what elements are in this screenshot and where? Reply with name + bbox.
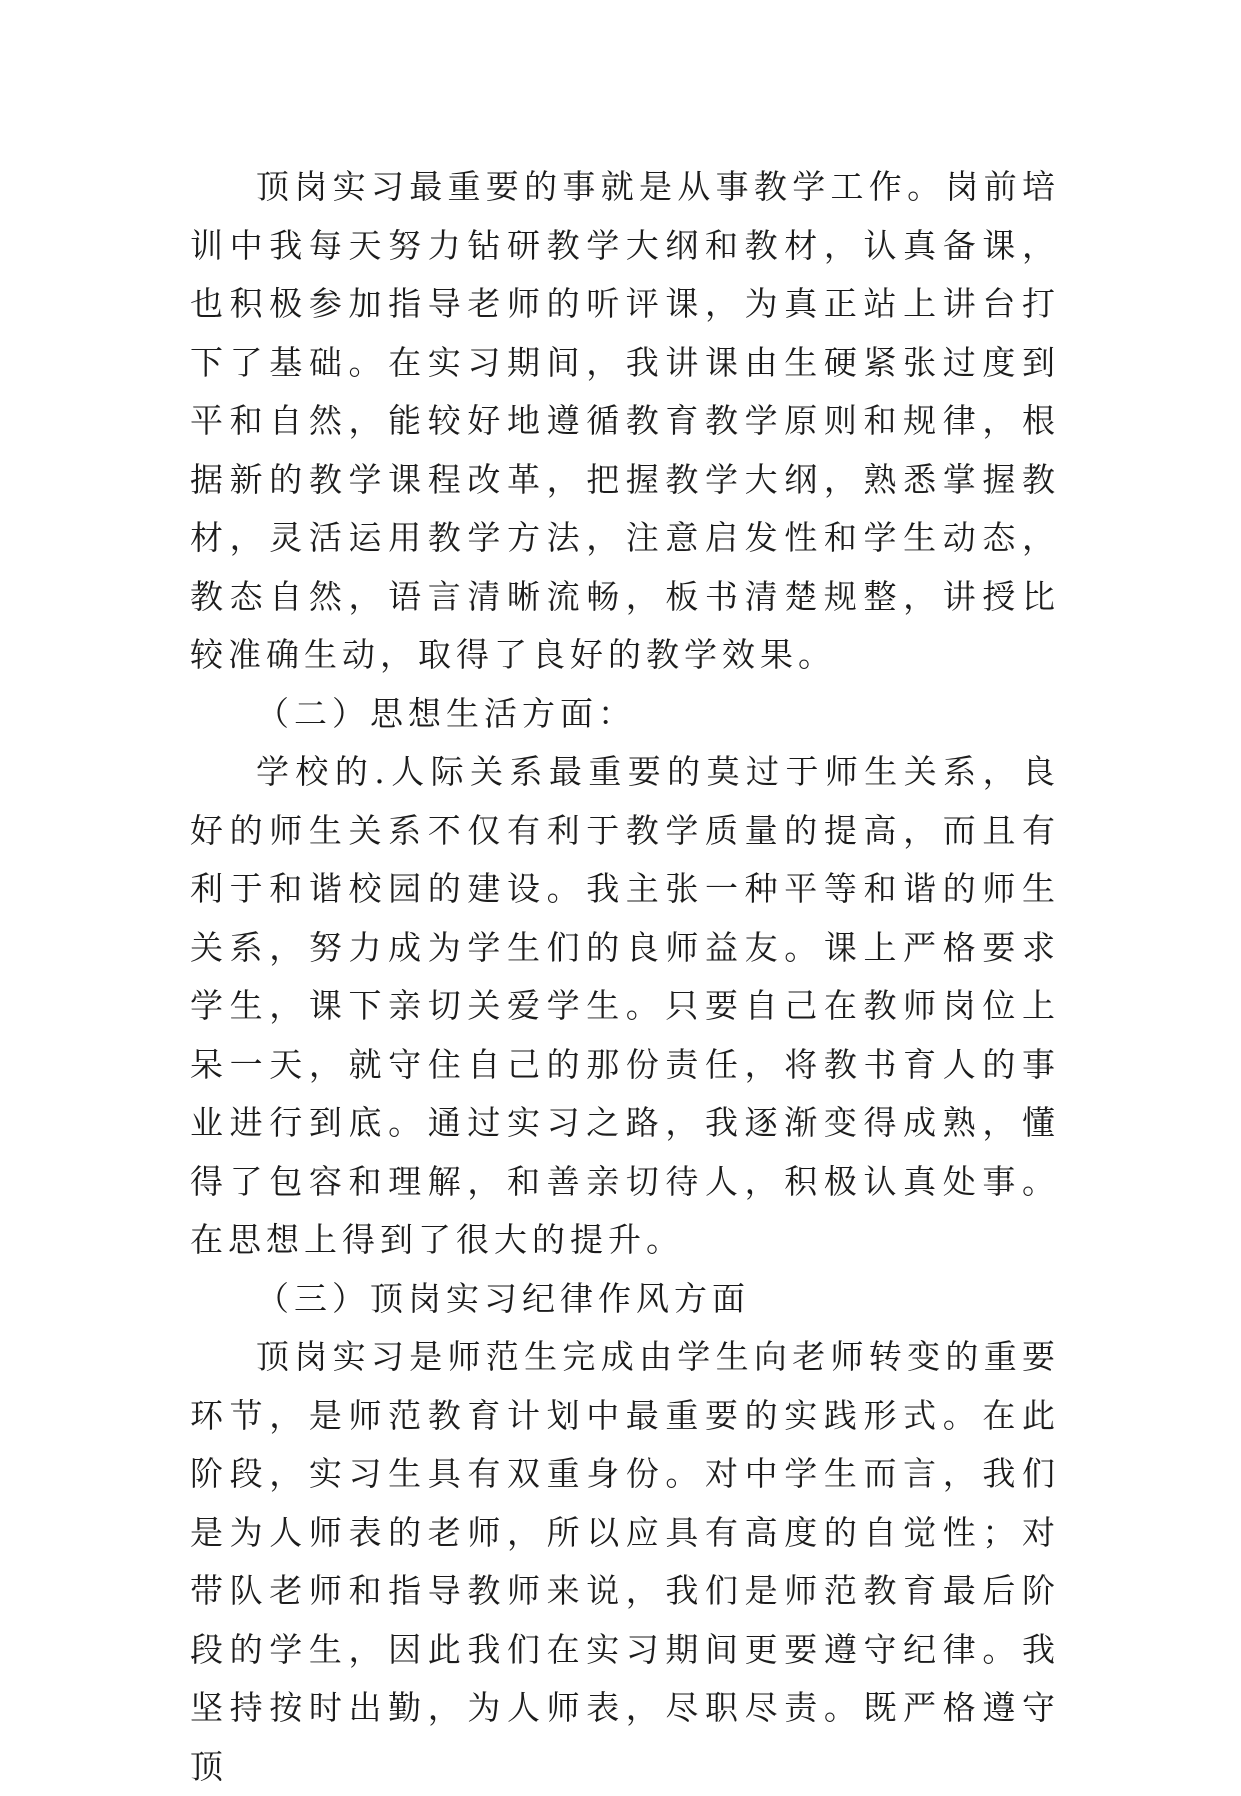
document-body — [190, 158, 1060, 1796]
heading-discipline-style: （三）顶岗实习纪律作风方面 — [256, 1278, 750, 1318]
heading-ideology-life: （二）思想生活方面： — [256, 693, 636, 733]
paragraph-teaching-work: 顶岗实习最重要的事就是从事教学工作。岗前培训中我每天努力钻研教学大纲和教材，认真备课，也积极参加指导老师的听评课，为真正站上讲台打下了基础。在实习期间，我讲课由生硬紧张过度到平和自然，能较好地遵循教育教学原则和规律，根据新的教学课程改革，把握教学大纲，熟悉掌握教材，灵活运用教学方法，注意启发性和学生动态，教态自然，语言清晰流畅，板书清楚规整，讲授比较准确生动，取得了良好的教学效果。 — [190, 167, 1060, 674]
paragraph-teacher-student-relations: 学校的.人际关系最重要的莫过于师生关系，良好的师生关系不仅有利于教学质量的提高，而且有利于和谐校园的建设。我主张一种平等和谐的师生关系，努力成为学生们的良师益友。课上严格要求学生，课下亲切关爱学生。只要自己在教师岗位上呆一天，就守住自己的那份责任，将教书育人的事业进行到底。通过实习之路，我逐渐变得成熟，懂得了包容和理解，和善亲切待人，积极认真处事。在思想上得到了很大的提升。 — [190, 752, 1060, 1259]
paragraph-internship-discipline: 顶岗实习是师范生完成由学生向老师转变的重要环节，是师范教育计划中最重要的实践形式。在此阶段，实习生具有双重身份。对中学生而言，我们是为人师表的老师，所以应具有高度的自觉性；对带队老师和指导教师来说，我们是师范教育最后阶段的学生，因此我们在实习期间更要遵守纪律。我坚持按时出勤，为人师表，尽职尽责。既严格遵守顶 — [190, 1337, 1060, 1786]
